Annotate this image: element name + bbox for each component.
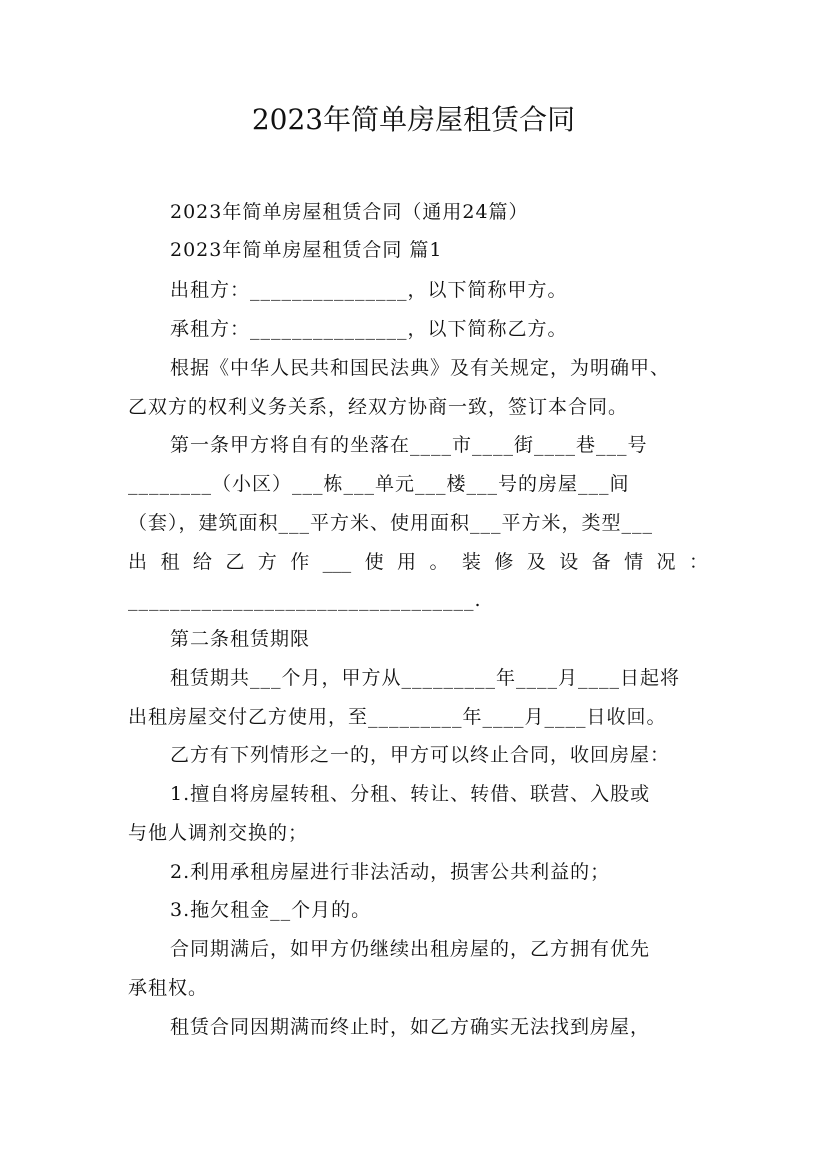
paragraph-line: 乙双方的权利义务关系，经双方协商一致，签订本合同。: [128, 396, 629, 418]
list-item-line: 2.利用承租房屋进行非法活动，损害公共利益的；: [170, 861, 611, 883]
paragraph-line: 承租权。: [128, 977, 209, 999]
paragraph-line: _________________________________.: [128, 589, 482, 611]
document-title: 2023年简单房屋租赁合同: [251, 103, 576, 136]
article-heading: 第二条租赁期限: [170, 628, 311, 650]
list-item-line: 与他人调剂交换的；: [128, 822, 309, 844]
lessee-line: 承租方：_______________，以下简称乙方。: [170, 318, 568, 340]
section-heading-line: 2023年简单房屋租赁合同 篇1: [170, 239, 443, 261]
paragraph-line: （套），建筑面积___平方米、使用面积___平方米，类型___: [128, 512, 654, 534]
paragraph-line: 乙方有下列情形之一的，甲方可以终止合同，收回房屋：: [170, 744, 671, 766]
list-item-line: 3.拖欠租金__个月的。: [170, 899, 372, 921]
lessor-line: 出租方：_______________，以下简称甲方。: [170, 279, 568, 301]
paragraph-line: 租赁合同因期满而终止时，如乙方确实无法找到房屋，: [170, 1016, 651, 1038]
paragraph-line: 合同期满后，如甲方仍继续出租房屋的，乙方拥有优先: [170, 938, 651, 960]
paragraph-line: 根据《中华人民共和国民法典》及有关规定，为明确甲、: [170, 357, 671, 379]
paragraph-line: 第一条甲方将自有的坐落在____市____街____巷___号: [170, 434, 648, 456]
paragraph-line: 租赁期共___个月，甲方从_________年____月____日起将: [170, 667, 681, 689]
paragraph-line: ________（小区）___栋___单元___楼___号的房屋___间: [128, 473, 630, 495]
subtitle-line: 2023年简单房屋租赁合同（通用24篇）: [170, 201, 529, 223]
list-item-line: 1.擅自将房屋转租、分租、转让、转借、联营、入股或: [170, 783, 651, 805]
paragraph-line: 出租房屋交付乙方使用，至_________年____月____日收回。: [128, 706, 667, 728]
paragraph-line: 出租给乙方作___使用。装修及设备情况：: [128, 551, 708, 573]
